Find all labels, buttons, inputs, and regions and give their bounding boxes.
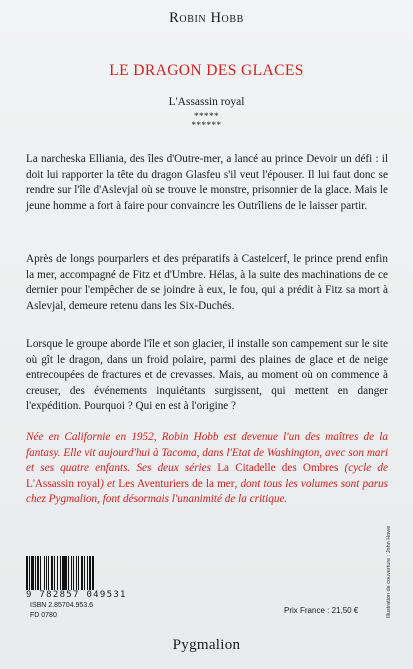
fd-code: FD 0780 xyxy=(30,612,57,619)
synopsis-paragraph-3: Lorsque le groupe aborde l'île et son glacier, il installe son campement sur le site où gît le dragon, dans un froid polaire, parmi des plaines de glace et de neige entrecoupées de fractures et de crevasses. Mais, au moment où on commence à creuser, des événements inquiétants surgissent, qui mettent en danger l'expédition. Pourquoi ? Qui en est à l'origine ? xyxy=(26,338,388,413)
barcode-number: 9 782857 049531 xyxy=(26,590,127,600)
bio-text-4: , dont tous les volumes sont parus chez Pygmalion, font désormais l'unanimité de la critique. xyxy=(26,477,389,506)
bio-series-1: La Citadelle des Ombres xyxy=(217,462,339,475)
star-ornament-2: ****** xyxy=(191,120,222,130)
bio-text-3: ) et xyxy=(100,477,119,490)
price-label: Prix France : 21,50 € xyxy=(284,606,359,615)
illustration-credit: Illustration de couverture : John Howe xyxy=(386,525,392,618)
bio-series-2: Les Aventuriers de la mer xyxy=(118,477,235,490)
bio-series-1b: L'Assassin royal xyxy=(26,477,101,490)
author-name: Robin Hobb xyxy=(169,10,244,26)
barcode-image xyxy=(26,556,126,590)
book-title: LE DRAGON DES GLACES xyxy=(109,62,304,79)
bio-text-2: (cycle de xyxy=(338,462,388,475)
bio-text-1: Née en Californie en 1952, Robin Hobb est devenue l'un des maîtres de la fantasy. Elle vit aujourd'hui à Tacoma, dans l'Etat de Washington, avec son mari et ses quatre enfants. Ses deux séries xyxy=(26,431,388,475)
series-name: L'Assassin royal xyxy=(168,96,245,108)
isbn-label: ISBN 2.85704.953.6 xyxy=(30,602,94,609)
synopsis-paragraph-1: La narcheska Elliania, des îles d'Outre-mer, a lancé au prince Devoir un défi : il doit lui rapporter la tête du dragon Glasfeu s'il veut l'épouser. Il lui faut donc se rendre sur l'île d'Aslevjal où se trouve le monstre, prisonnier de la glace. Mais le jeune homme a fort à faire pour convaincre les Outrîliens de le laisser partir. xyxy=(26,153,388,212)
author-bio xyxy=(26,430,388,508)
publisher-name: Pygmalion xyxy=(172,637,241,653)
synopsis-paragraph-2: Après de longs pourparlers et des préparatifs à Castelcerf, le prince prend enfin la mer, accompagné de Fitz et d'Umbre. Hélas, à la suite des machinations de ce dernier pour l'empêcher de se joindre à eux, le fou, qui a prédit à Fitz sa mort à Aslevjal, demeure retenu dans les Six-Duchés. xyxy=(26,253,388,312)
star-ornament-1: ***** xyxy=(194,111,219,121)
